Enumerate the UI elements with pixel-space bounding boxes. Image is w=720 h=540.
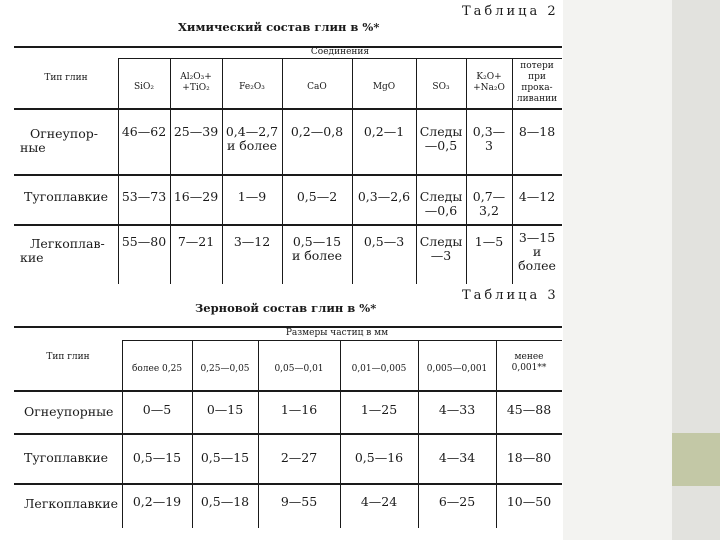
table3-col-header: 0,25—0,05 [200, 364, 250, 374]
table3-cell: 4—24 [360, 494, 398, 509]
table2-group-header: Соединения [310, 47, 370, 57]
table3-caption: Зерновой состав глин в %* [195, 301, 377, 315]
slide-accent-block [672, 433, 720, 486]
table2-type-header: Тип глин [44, 73, 88, 83]
table2-cell: 1—5 [474, 234, 504, 249]
table3-cell: 4—34 [438, 450, 476, 465]
table2-col-divider [466, 58, 467, 284]
table3-col-header: 0,01—0,005 [351, 364, 407, 374]
table3-cell: 6—25 [438, 494, 476, 509]
table3-row-rule [14, 483, 562, 485]
table2-cell: 7—21 [177, 234, 215, 249]
table2-cell: 0,4—2,7 и более [225, 124, 279, 153]
table3-row-label: Тугоплавкие [24, 450, 109, 465]
table3-cell: 2—27 [280, 450, 318, 465]
table2-col-header: K₂O+ +Na₂O [473, 72, 505, 93]
table2-col-header: Fe₂O₃ [239, 82, 265, 92]
table2-col-divider [222, 58, 223, 284]
table3-cell: 0—5 [142, 402, 172, 417]
table3-cell: 0—15 [206, 402, 244, 417]
table3-cell: 1—25 [360, 402, 398, 417]
table3-cell: 1—16 [280, 402, 318, 417]
table3-cell: 0,5—15 [200, 450, 250, 465]
table2-row-label: Легкоплав- кие [20, 236, 105, 265]
table2-cell: Следы —3 [419, 234, 463, 263]
table2-row-rule [14, 224, 562, 226]
table2-cell: 55—80 [121, 234, 167, 249]
table3-cell: 45—88 [506, 402, 552, 417]
table2-group-rule [118, 58, 562, 59]
table2-row-label: Огнеупор- ные [20, 126, 98, 155]
table3-cell: 0,2—19 [132, 494, 182, 509]
table2-row-label: Тугоплавкие [24, 189, 109, 204]
table2-col-divider [352, 58, 353, 284]
table3-cell: 0,5—18 [200, 494, 250, 509]
table2-cell: 53—73 [121, 189, 167, 204]
table3-row-label: Легкоплавкие [24, 496, 119, 511]
table3-cell: 0,5—16 [354, 450, 404, 465]
table2-header-rule [14, 108, 562, 110]
table2-cell: 0,5—2 [296, 189, 338, 204]
table2-cell: 3—12 [233, 234, 271, 249]
table3-cell: 0,5—15 [132, 450, 182, 465]
table3-type-header: Тип глин [46, 352, 90, 362]
table3-col-header: 0,005—0,001 [426, 364, 488, 374]
table3-col-header: более 0,25 [131, 364, 183, 374]
table2-cell: 46—62 [121, 124, 167, 139]
table2-cell: 0,2—0,8 [290, 124, 344, 139]
table3-cell: 4—33 [438, 402, 476, 417]
table2-cell: 1—9 [237, 189, 267, 204]
table2-col-header: потери при прока- ливании [516, 61, 558, 104]
table2-cell: 16—29 [173, 189, 219, 204]
table2-col-header: SiO₂ [133, 82, 155, 92]
table3-row-rule [14, 433, 562, 435]
table3-header-rule [14, 390, 562, 392]
table2-cell: 0,2—1 [363, 124, 405, 139]
table2-cell: 0,3—2,6 [357, 189, 411, 204]
table2-cell: 0,7— 3,2 [472, 189, 506, 218]
table2-row-rule [14, 174, 562, 176]
table3-title: Таблица 3 [462, 288, 559, 303]
table3-cell: 9—55 [280, 494, 318, 509]
table2-cell: 25—39 [173, 124, 219, 139]
table2-cell: 0,5—15 и более [291, 234, 343, 263]
table2-col-header: Al₂O₃+ +TiO₂ [180, 72, 212, 93]
table2-cell: 4—12 [518, 189, 556, 204]
table3-group-header: Размеры частиц в мм [285, 328, 389, 338]
table2-cell: 0,3— 3 [472, 124, 506, 153]
table3-col-header: 0,05—0,01 [274, 364, 324, 374]
table2-cell: 0,5—3 [363, 234, 405, 249]
table2-cell: 3—15 и более [518, 230, 556, 273]
table3-cell: 10—50 [506, 494, 552, 509]
table3-cell: 18—80 [506, 450, 552, 465]
table2-col-divider [170, 58, 171, 284]
table2-col-header: SO₃ [432, 82, 450, 92]
table2-title: Таблица 2 [462, 4, 559, 19]
table3-row-label: Огнеупорные [24, 404, 114, 419]
table2-top-rule [14, 46, 562, 48]
table2-col-header: CaO [307, 82, 327, 92]
table2-col-divider [118, 58, 119, 284]
table2-col-header: MgO [372, 82, 396, 92]
table3-col-header: менее 0,001** [511, 352, 547, 373]
table2-cell: Следы —0,6 [419, 189, 463, 218]
table2-cell: 8—18 [518, 124, 556, 139]
table2-caption: Химический состав глин в %* [178, 20, 380, 34]
table2-cell: Следы —0,5 [419, 124, 463, 153]
